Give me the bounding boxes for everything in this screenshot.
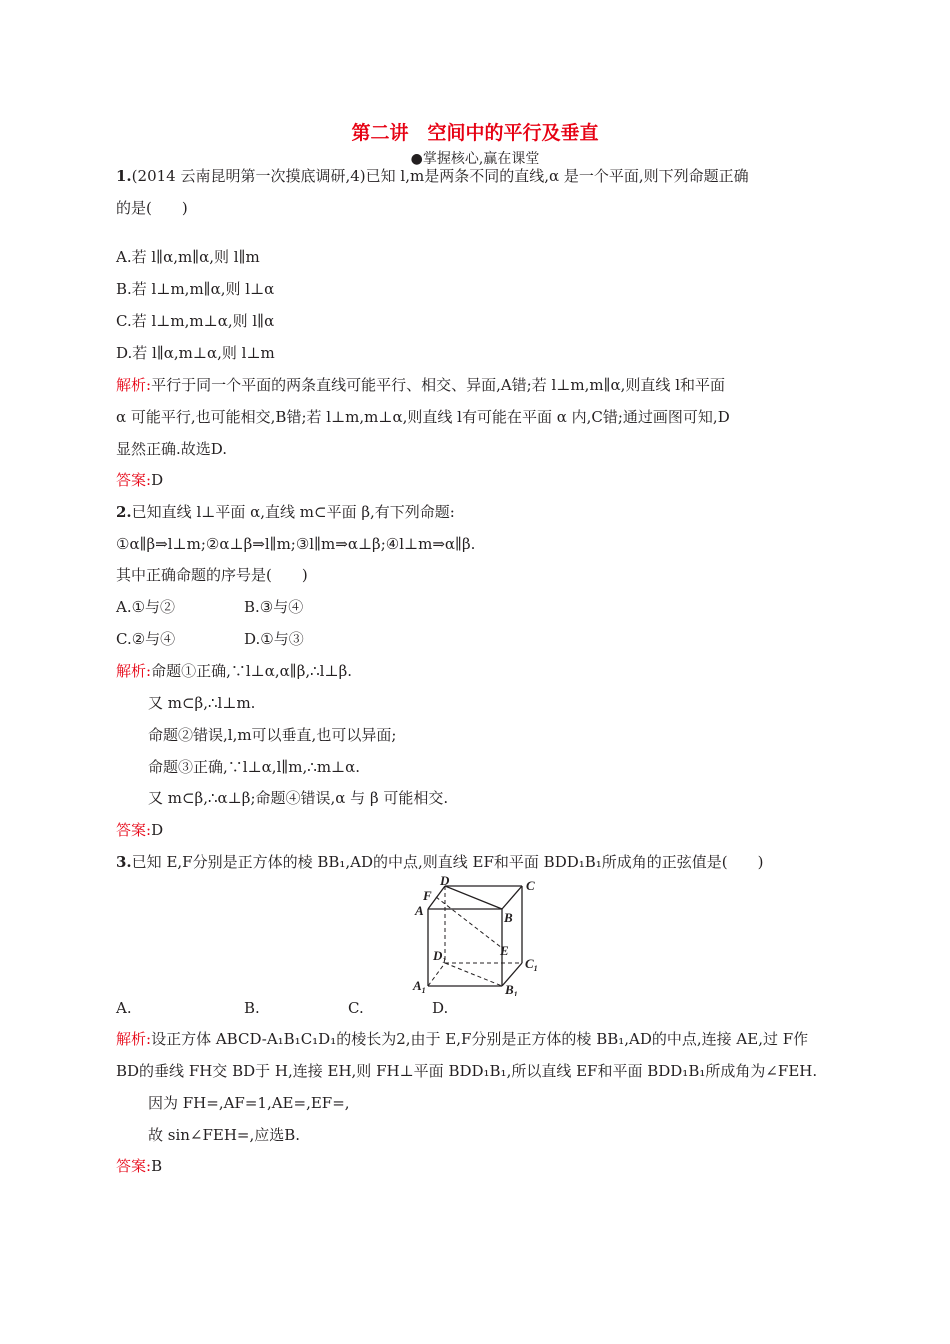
q3-answer-label: 答案: [116,1157,152,1175]
q1-analysis-line1 [116,375,725,395]
q1-answer [116,470,163,490]
label-c: C [526,878,535,893]
label-c1: $C_1$ [525,956,538,973]
q1-answer-label: 答案: [116,471,152,489]
q1-answer-value: D [151,471,164,489]
q2-stem: 已知直线 l⊥平面 α,直线 m⊂平面 β,有下列命题: [131,503,455,521]
page-title: 第二讲 空间中的平行及垂直 [351,122,599,144]
q3-option-b: B. [244,999,260,1017]
q2-analysis-line5: 又 m⊂β,∴α⊥β;命题④错误,α 与 β 可能相交. [148,789,449,807]
label-a1: $A_1$ [413,978,426,995]
q2-number: 2. [116,503,132,521]
q3-stem-line [116,852,764,872]
q2-analysis-line2: 又 m⊂β,∴l⊥m. [148,694,256,712]
q3-option-c: C. [348,999,364,1017]
label-b1: $B_1$ [505,982,518,996]
q2-answer-label: 答案: [116,821,152,839]
q3-analysis-line1 [116,1029,808,1049]
q1-number: 1. [116,167,132,185]
q3-stem: 已知 E,F分别是正方体的棱 BB₁,AD的中点,则直线 EF和平面 BDD₁B₁所成角的正弦值是( ) [131,853,764,871]
label-a: A [415,903,424,918]
q3-analysis-line4: 故 sin∠FEH=,应选B. [148,1126,301,1144]
label-d: D [440,876,450,888]
q2-options-row1 [116,597,303,617]
q2-propositions: ①α∥β⇒l⊥m;②α⊥β⇒l∥m;③l∥m⇒α⊥β;④l⊥m⇒α∥β. [116,535,476,553]
q1-analysis-line2: α 可能平行,也可能相交,B错;若 l⊥m,m⊥α,则直线 l有可能在平面 α 内,C错;通过画图可知,D [116,408,730,426]
q3-analysis-line3: 因为 FH=,AF=1,AE=,EF=, [148,1094,350,1112]
q2-option-b: B.③与④ [244,598,304,616]
diagonal-db [445,886,502,909]
q3-analysis-text: 设正方体 ABCD-A₁B₁C₁D₁的棱长为2,由于 E,F分别是正方体的棱 BB₁,AD的中点,连接 AE,过 F作 [151,1030,809,1048]
q2-analysis-text: 命题①正确,∵l⊥α,α∥β,∴l⊥β. [151,662,353,680]
q2-option-c: C.②与④ [116,630,176,648]
q1-option-b: B.若 l⊥m,m∥α,则 l⊥α [116,280,275,298]
label-e: E [500,943,509,958]
label-d1: $D_1$ [433,948,447,965]
label-f: F [423,888,432,903]
q2-analysis-line4: 命题③正确,∵l⊥α,l∥m,∴m⊥α. [148,758,361,776]
q2-answer-value: D [151,821,164,839]
page-subtitle: ●掌握核心,赢在课堂 [410,151,540,167]
q1-analysis-label: 解析: [116,376,152,394]
q3-analysis-line2: BD的垂线 FH交 BD于 H,连接 EH,则 FH⊥平面 BDD₁B₁,所以直线 EF和平面 BDD₁B₁所成角为∠FEH. [116,1062,818,1080]
q2-stem-line [116,502,455,522]
q2-ask: 其中正确命题的序号是( ) [116,566,308,584]
q3-options-row [116,998,448,1018]
cube-figure [408,876,548,996]
q2-analysis-label: 解析: [116,662,152,680]
q3-number: 3. [116,853,132,871]
q3-analysis-label: 解析: [116,1030,152,1048]
hidden-edge-a1d1 [428,963,445,986]
q2-option-a: A.①与② [116,598,176,616]
label-b: B [504,910,513,925]
q1-stem-line2: 的是( ) [116,199,188,217]
hidden-edge-d1b1 [445,963,502,986]
q2-options-row2 [116,629,304,649]
q2-answer [116,820,163,840]
q1-stem: (2014 云南昆明第一次摸底调研,4)已知 l,m是两条不同的直线,α 是一个平面,则下列命题正确 [131,167,749,185]
q3-option-a: A. [116,999,132,1017]
q1-analysis-line3: 显然正确.故选D. [116,440,228,458]
q1-option-a: A.若 l∥α,m∥α,则 l∥m [116,248,260,266]
q2-analysis-line1 [116,661,352,681]
edge-cb [502,886,522,909]
q1-stem-line1 [116,166,749,186]
q1-analysis-text: 平行于同一个平面的两条直线可能平行、相交、异面,A错;若 l⊥m,m∥α,则直线 l和平面 [151,376,725,394]
q3-answer [116,1156,162,1176]
q2-option-d: D.①与③ [244,630,304,648]
q1-option-d: D.若 l∥α,m⊥α,则 l⊥m [116,344,275,362]
q1-option-c: C.若 l⊥m,m⊥α,则 l∥α [116,312,275,330]
q2-analysis-line3: 命题②错误,l,m可以垂直,也可以异面; [148,726,397,744]
q3-answer-value: B [151,1157,163,1175]
q3-option-d: D. [432,999,449,1017]
